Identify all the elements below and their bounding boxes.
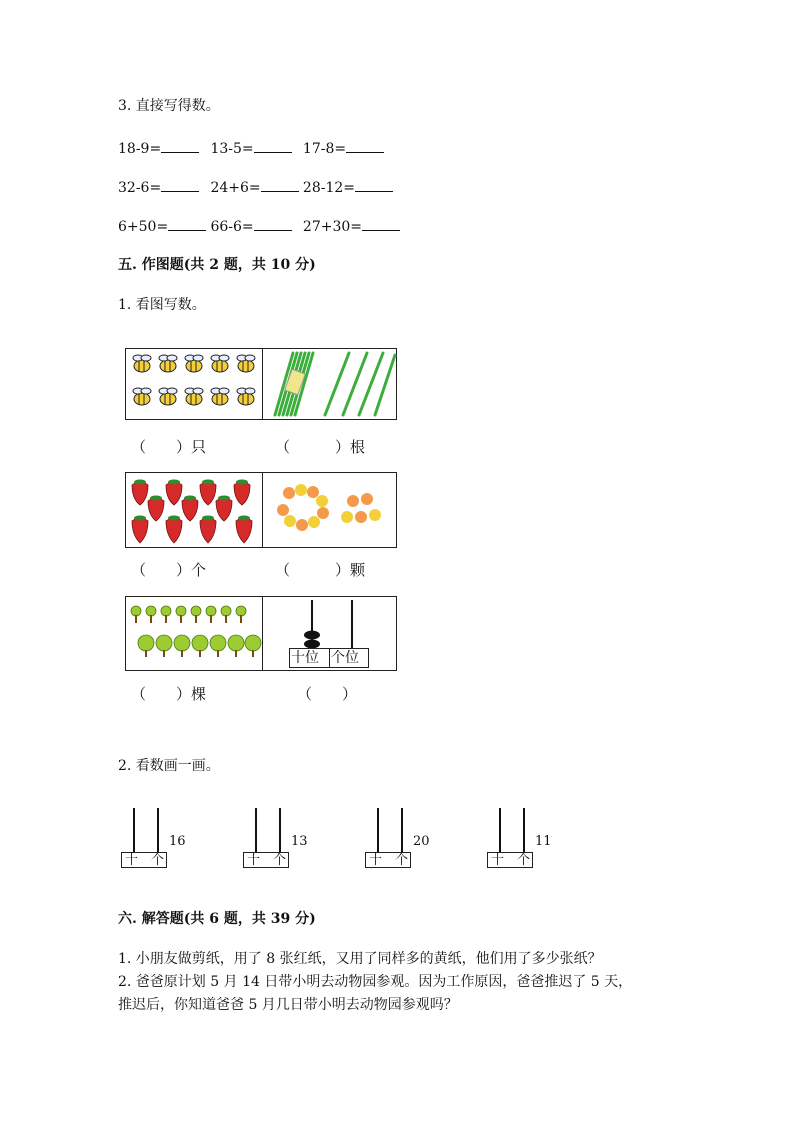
- ones-rod: [157, 808, 159, 852]
- trees-illustration: [126, 597, 262, 670]
- strawberries-illustration: [126, 473, 262, 547]
- place-value-base: [487, 852, 533, 868]
- equation: 24+6=: [210, 178, 298, 197]
- equation: 27+30=: [303, 217, 400, 236]
- problem-1: 1. 小朋友做剪纸，用了 8 张红纸，又用了同样多的黄纸，他们用了多少张纸？: [118, 951, 602, 967]
- ones-label: 个: [151, 853, 165, 868]
- q3-title: 3. 直接写得数。: [118, 98, 220, 114]
- answer-trees[interactable]: （ ）棵: [131, 685, 207, 703]
- q2-title: 2. 看数画一画。: [118, 758, 220, 774]
- tens-label: 十: [125, 853, 139, 868]
- section-5-heading: 五. 作图题(共 2 题，共 10 分): [118, 257, 316, 273]
- answer-blank[interactable]: [254, 139, 292, 153]
- answer-abacus[interactable]: （ ）: [297, 685, 358, 703]
- target-number: 13: [291, 834, 308, 849]
- answer-blank[interactable]: [254, 217, 292, 231]
- picture-frame-strawberries-beads: [125, 472, 397, 548]
- problem-2-line-1: 2. 爸爸原计划 5 月 14 日带小明去动物园参观。因为工作原因，爸爸推迟了 5 天，: [118, 974, 633, 990]
- answer-bees[interactable]: （ ）只: [131, 438, 207, 456]
- abacus-picture: [263, 597, 397, 670]
- answer-blank[interactable]: [355, 178, 393, 192]
- equation-row-1: [118, 139, 384, 158]
- ones-label: 个: [273, 853, 287, 868]
- problem-2-line-2: 推迟后，你知道爸爸 5 月几日带小明去动物园参观吗？: [118, 997, 458, 1013]
- tens-label: 十位: [291, 650, 319, 666]
- abacus-20[interactable]: [365, 808, 455, 870]
- equation: 32-6=: [118, 178, 206, 197]
- target-number: 11: [535, 834, 552, 849]
- target-number: 16: [169, 834, 186, 849]
- answer-blank[interactable]: [168, 217, 206, 231]
- answer-strawberries[interactable]: （ ）个: [131, 561, 207, 579]
- equation: 66-6=: [210, 217, 298, 236]
- equation: 6+50=: [118, 217, 206, 236]
- ones-rod: [401, 808, 403, 852]
- answer-blank[interactable]: [362, 217, 400, 231]
- tens-rod: [133, 808, 135, 852]
- tens-rod: [255, 808, 257, 852]
- ones-label: 个位: [331, 650, 359, 666]
- abacus-11[interactable]: [487, 808, 577, 870]
- bees-illustration: [126, 349, 262, 419]
- ones-rod: [351, 600, 353, 648]
- equation: 18-9=: [118, 139, 206, 158]
- ones-rod: [279, 808, 281, 852]
- beads-illustration: [263, 473, 397, 547]
- equation-row-3: [118, 217, 400, 236]
- ones-label: 个: [517, 853, 531, 868]
- answer-blank[interactable]: [161, 178, 199, 192]
- place-value-base: [121, 852, 167, 868]
- tens-label: 十: [247, 853, 261, 868]
- abacus-13[interactable]: [243, 808, 333, 870]
- equation-row-2: [118, 178, 393, 197]
- place-value-base: [365, 852, 411, 868]
- picture-frame-bees-sticks: [125, 348, 397, 420]
- answer-beads[interactable]: （ ）颗: [275, 561, 366, 579]
- equation: 28-12=: [303, 178, 393, 197]
- answer-blank[interactable]: [261, 178, 299, 192]
- answer-blank[interactable]: [346, 139, 384, 153]
- equation: 17-8=: [303, 139, 384, 158]
- equation: 13-5=: [210, 139, 298, 158]
- place-value-base: [243, 852, 289, 868]
- target-number: 20: [413, 834, 430, 849]
- tens-rod: [377, 808, 379, 852]
- sticks-illustration: [263, 349, 397, 419]
- answer-blank[interactable]: [161, 139, 199, 153]
- ones-rod: [523, 808, 525, 852]
- abacus-beads: [298, 630, 328, 650]
- answer-sticks[interactable]: （ ）根: [275, 438, 366, 456]
- tens-label: 十: [369, 853, 383, 868]
- abacus-16[interactable]: [121, 808, 211, 870]
- tens-label: 十: [491, 853, 505, 868]
- place-value-label-box: [289, 648, 369, 668]
- ones-label: 个: [395, 853, 409, 868]
- tens-rod: [499, 808, 501, 852]
- picture-frame-trees-abacus: [125, 596, 397, 671]
- q1-title: 1. 看图写数。: [118, 297, 206, 313]
- section-6-heading: 六. 解答题(共 6 题，共 39 分): [118, 911, 316, 927]
